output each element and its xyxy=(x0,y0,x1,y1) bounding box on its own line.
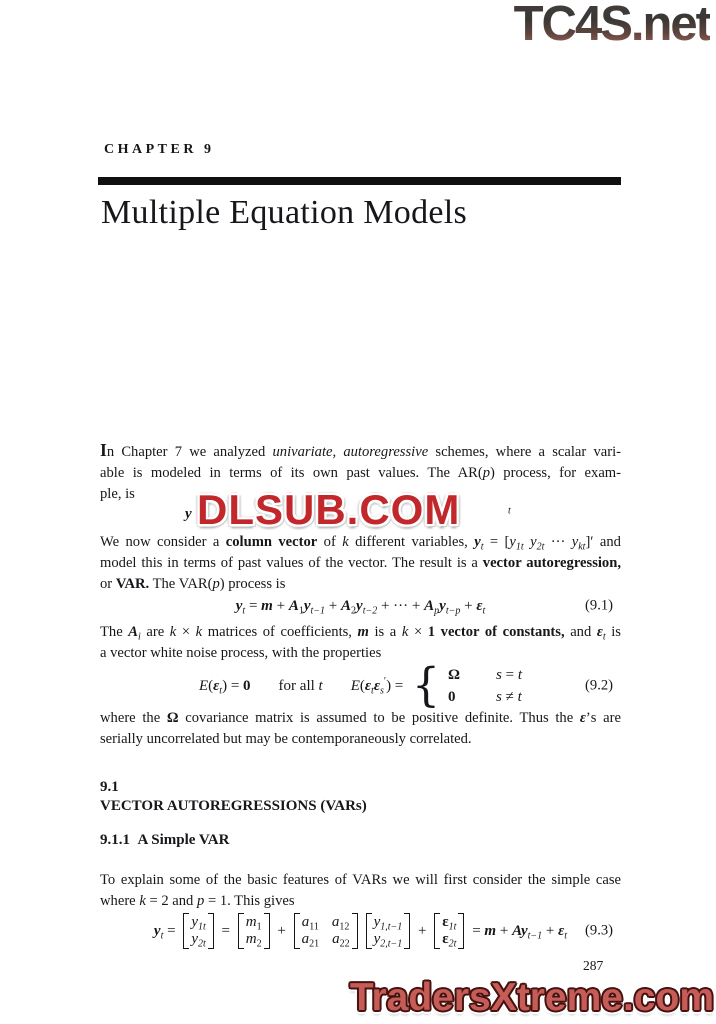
equation-9-1 xyxy=(100,593,621,619)
section-title: VECTOR AUTOREGRESSIONS (VARs) xyxy=(100,798,367,814)
text-line: To explain some of the basic features of VARs we will first consider the simple case xyxy=(100,872,621,888)
equation-number-9-1: (9.1) xyxy=(585,597,613,614)
paragraph-column-vector xyxy=(100,532,621,595)
equation-number-9-2: (9.2) xyxy=(585,677,613,694)
equation-body: $y_t = m + A_1y_{t-1} + A_2y_{t-2}$ + ··· + $A_py_{t-p} + \varepsilon_t$ xyxy=(235,597,486,616)
text-line: In Chapter 7 we analyzed univariate, autoregressive schemes, where a scalar vari- xyxy=(100,440,621,460)
text-line: ple, is xyxy=(100,486,135,502)
text-line: We now consider a column vector of k different variables, $y_t = [y_{1t}$ $y_{2t}$ ··· $y_{kt}]'$ and xyxy=(100,534,621,553)
watermark-tc4s: TC4S.net xyxy=(514,0,710,52)
text-line: model this in terms of past values of the vector. The result is a vector autoregression, xyxy=(100,555,621,571)
text-line: or VAR. The VAR(p) process is xyxy=(100,576,286,592)
text-line: a vector white noise process, with the properties xyxy=(100,645,382,661)
cases-group: { Ω s = t 0 s ≠ t xyxy=(412,658,523,713)
text-line: where k = 2 and p = 1. This gives xyxy=(100,893,295,909)
section-number: 9.1 xyxy=(100,779,119,795)
equation-number-9-3: (9.3) xyxy=(585,922,613,939)
text-line: The $A_i$ are k × k matrices of coefficients, m is a k × 1 vector of constants, and $\varepsilon_t$ is xyxy=(100,624,621,643)
chapter-title: Multiple Equation Models xyxy=(101,194,468,231)
matrix: $y_{1t}$ $y_{2t}$ xyxy=(182,912,214,950)
text-line: where the Ω covariance matrix is assumed to be positive definite. Thus the ε’s are xyxy=(100,710,621,726)
matrix: $m_1$ $m_2$ xyxy=(237,912,271,950)
equation-body: $E(\varepsilon_t) = 0$ for all t $E(\varepsilon_t\varepsilon_s')$ = { Ω s = t 0 s ≠ t xyxy=(198,658,523,713)
equation-9-3 xyxy=(100,902,621,960)
section-heading xyxy=(100,778,367,816)
page-number: 287 xyxy=(583,958,604,973)
equation-body: $y_t$ = $y_{1t}$ $y_{2t}$ = $m_1$ $m_2$ + $a_{11}$ $a_{12}$ $a_{21}$ $a_{22}$ $y_{1,t-1}$ $y_{2,t-1}$ + $\varepsilon_{1t}$ $\varepsilon_{2t}$ = $m + Ay_{t-1} + \varepsilon_t$ xyxy=(153,914,568,950)
text-line: serially uncorrelated but may be contemporaneously correlated. xyxy=(100,731,472,747)
paragraph-covariance xyxy=(100,708,621,750)
matrix: $y_{1,t-1}$ $y_{2,t-1}$ xyxy=(365,912,412,950)
matrix: $a_{11}$ $a_{12}$ $a_{21}$ $a_{22}$ xyxy=(293,912,359,950)
watermark-dlsub: DLSUB.COM xyxy=(197,486,461,533)
equation-arp-right-fragment: t xyxy=(508,505,511,517)
matrix: $\varepsilon_{1t}$ $\varepsilon_{2t}$ xyxy=(433,912,465,950)
chapter-label: CHAPTER 9 xyxy=(104,142,215,157)
equation-arp-left-fragment: y xyxy=(185,506,192,522)
equation-9-2 xyxy=(100,658,621,714)
brace-glyph: { xyxy=(412,658,441,713)
text-line: able is modeled in terms of its own past values. The AR(p) process, for exam- xyxy=(100,465,622,481)
chapter-rule xyxy=(98,177,621,185)
subsection-heading: 9.1.1 A Simple VAR xyxy=(100,832,230,848)
watermark-tradersxtreme: TradersXtreme.com xyxy=(349,976,714,1019)
